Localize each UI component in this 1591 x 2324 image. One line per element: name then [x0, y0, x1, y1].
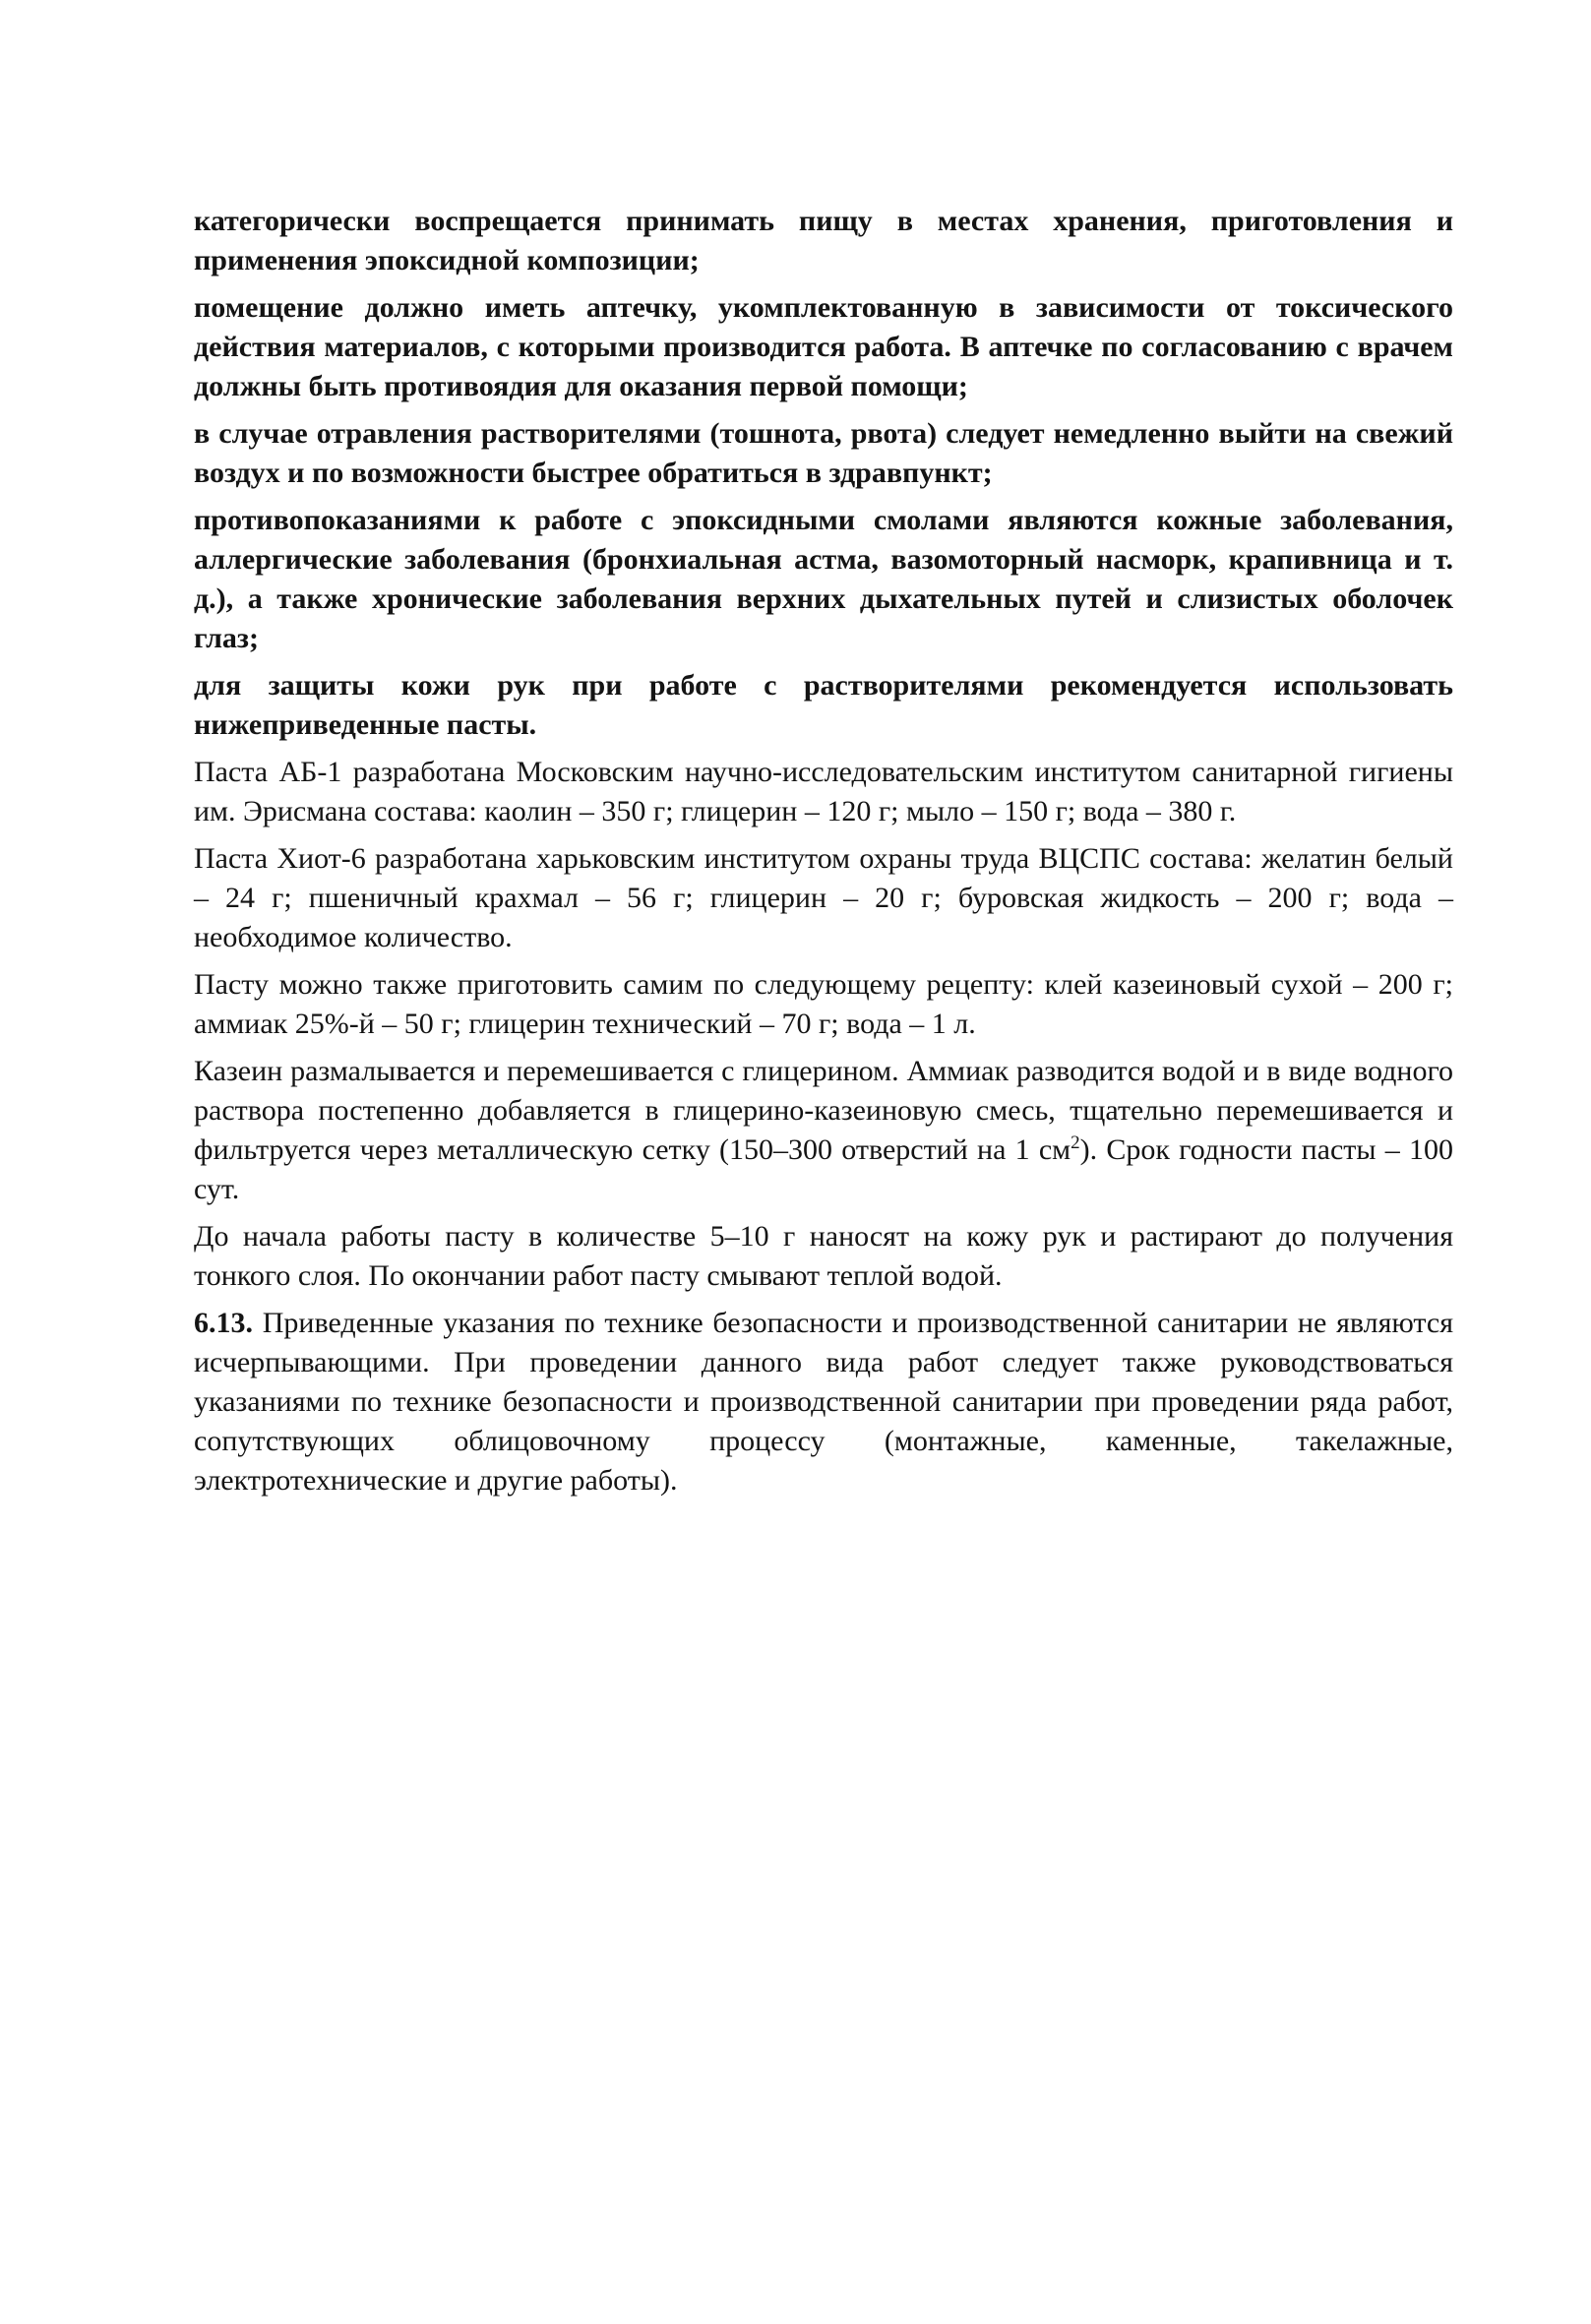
safety-item-poisoning: в случае отравления растворителями (тошнота, рвота) следует немедленно выйти на свежий воздух и по возможности быстрее обратиться в здравпункт; [194, 417, 1453, 489]
paragraph-paste-recipe: Пасту можно также приготовить самим по следующему рецепту: клей казеиновый сухой – 200 г; аммиак 25%-й – 50 г; глицерин технический – 70 г; вода – 1 л. [194, 968, 1453, 1040]
casein-text: Казеин размалывается и перемешивается с глицерином. Аммиак разводится водой и в виде водного раствора постепенно добавляется в глицерино-казеиновую смесь, тщательно перемешивается и фильтруется через металлическую сетку (150–300 отверстий на 1 см [194, 1055, 1453, 1166]
section-text: Приведенные указания по технике безопасности и производственной санитарии не являются исчерпывающими. При проведении данного вида работ следует также руководствоваться указаниями по технике безопасности и производственной санитарии при проведении ряда работ, сопутствующих облицовочному процессу (монтажные, каменные, такелажные, электротехнические и другие работы). [194, 1307, 1454, 1497]
paragraph-paste-ab1: Паста АБ-1 разработана Московским научно-исследовательским институтом санитарной гигиены им. Эрисмана состава: каолин – 350 г; глицерин – 120 г; мыло – 150 г; вода – 380 г. [194, 756, 1453, 827]
section-number: 6.13. [194, 1307, 253, 1339]
superscript: 2 [1071, 1132, 1080, 1153]
casein-text-end: ). Срок годности пасты – 100 сут. [194, 1133, 1453, 1205]
paragraph-paste-hiot6: Паста Хиот-6 разработана харьковским институтом охраны труда ВЦСПС состава: желатин белый – 24 г; пшеничный крахмал – 56 г; глицерин – 20 г; буровская жидкость – 200 г; вода – необходимое количество. [194, 842, 1453, 953]
section-6-13 [194, 1304, 1453, 1500]
paragraph-application: До начала работы пасту в количестве 5–10 г наносят на кожу рук и растирают до получения тонкого слоя. По окончании работ пасту смывают теплой водой. [194, 1220, 1453, 1292]
safety-item-skin-protection: для защиты кожи рук при работе с растворителями рекомендуется использовать нижеприведенные пасты. [194, 669, 1453, 741]
safety-item-food: категорически воспрещается принимать пищу в местах хранения, приготовления и применения эпоксидной композиции; [194, 205, 1453, 276]
safety-item-first-aid-kit: помещение должно иметь аптечку, укомплектованную в зависимости от токсического действия материалов, с которыми производится работа. В аптечке по согласованию с врачем должны быть противоядия для оказания первой помощи; [194, 291, 1453, 402]
paragraph-casein-preparation [194, 1052, 1453, 1209]
safety-item-contraindications: противопоказаниями к работе с эпоксидными смолами являются кожные заболевания, аллергические заболевания (бронхиальная астма, вазомоторный насморк, крапивница и т. д.), а также хронические заболевания верхних дыхательных путей и слизистых оболочек глаз; [194, 504, 1453, 654]
document-page [194, 202, 1453, 1508]
